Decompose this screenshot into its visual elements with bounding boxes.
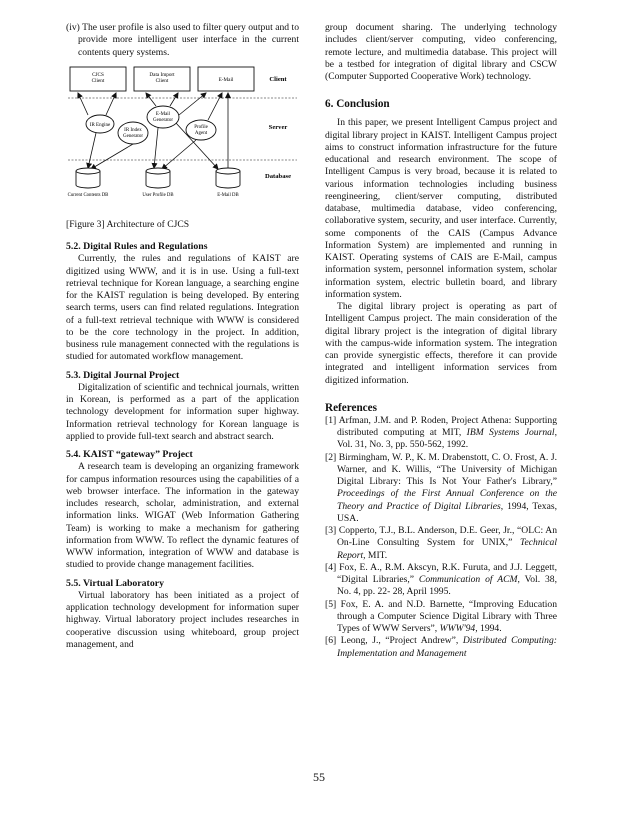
email-db-text: E-Mail DB <box>217 192 239 198</box>
section-5-4-body: A research team is developing an organizing framework for campus information resources using the capabilities of a web browser interface. The information in the gateway includes research, scholar, administration, and external information links. WIGAT (Web Information Gathering Team) is working to make a mechanism for gathering information from WWW. To reflect the dynamic features of WWW information, integration of WWW and database is studied to provide change management facilities. <box>66 461 299 571</box>
reference-5: [5] Fox, E. A. and N.D. Barnette, “Improving Education through a Computer Science Digital Library with Three Types of WWW Servers”, WWW'94, 1994. <box>325 598 557 634</box>
reference-1: [1] Arfman, J.M. and P. Roden, Project Athena: Supporting distributed computing at MIT, IBM Systems Journal, Vol. 31, No. 3, pp. 550-562, 1992. <box>325 414 557 451</box>
email-generator-text: E-Mail Generator <box>153 111 173 123</box>
references-title: References <box>325 401 377 414</box>
server-label: Server <box>268 123 288 131</box>
left-column <box>66 22 299 651</box>
current-contents-db-icon <box>76 168 100 188</box>
cjcs-client-text: CJCS Client <box>91 71 105 84</box>
reference-4: [4] Fox, E. A., R.M. Akscyn, R.K. Furuta, and J.J. Leggett, “Digital Libraries,” Communication of ACM, Vol. 38, No. 4, pp. 22- 28, April 1995. <box>325 561 557 598</box>
reference-2: [2] Birmingham, W. P., K. M. Drabenstott, C. O. Frost, A. J. Warner, and K. Willis, “The University of Michigan Digital Library: This Is Not Your Father's Library,” Proceedings of the First Annual Conference on the Theory and Practice of Digital Libraries, 1994, Texas, USA. <box>325 451 557 524</box>
user-profile-db-text: User Profile DB <box>142 192 174 198</box>
continued-paragraph: group document sharing. The underlying technology includes client/server computing, video conferencing, remote lecture, and multimedia database. This project will be a testbed for integration of digital library and CSCW (Computer Supported Cooperative Work) technology. <box>325 22 557 82</box>
reference-3: [3] Copperto, T.J., B.L. Anderson, D.E. Geer, Jr., “OLC: An On-Line Consulting System for UNIX,” Technical Report, MIT. <box>325 525 557 561</box>
section-6-title: 6. Conclusion <box>325 98 390 111</box>
section-5-5-body: Virtual laboratory has been initiated as a project of application technology development for information super highway. Virtual laboratory project includes researches in cooperative discussion using whiteboard, group project management, and <box>66 589 299 650</box>
section-5-2-body: Currently, the rules and regulations of KAIST are digitized using WWW, and it is in use. Using a full-text retrieval technique for Korean language, a searching engine for the KAIST regulation is being developed. By entering search terms, users can find related regulations. Integration of a full-text retrieval technique with WWW is considered to be the core technology in the project. In addition, business rule management connected with the regulations is studied for automated workflow management. <box>66 253 299 363</box>
email-db-icon <box>216 168 240 188</box>
user-profile-db-icon <box>146 168 170 188</box>
intro-item: (iv) The user profile is also used to filter query output and to provide more intelligent user interface in the current contents query systems. <box>66 22 299 58</box>
section-5-4-title: 5.4. KAIST “gateway” Project <box>66 449 193 460</box>
conclusion-paragraph-2: The digital library project is operating as part of Intelligent Campus project. The main consideration of the digital library project is the integration of digital library with the campus-wide information system. The integration can provide synergistic effects, therefore it can provide integrated and intelligent information services from digitized information. <box>325 301 557 386</box>
ir-index-generator-text: IR Index Generator <box>123 127 143 139</box>
figure-caption: [Figure 3] Architecture of CJCS <box>66 218 190 230</box>
email-client-text: E-Mail <box>218 76 234 83</box>
architecture-figure <box>66 65 299 215</box>
data-import-client-text: Data Import Client <box>149 71 175 84</box>
ir-engine-text: IR Engine <box>89 122 111 128</box>
current-contents-db-text: Current Contents DB <box>67 192 109 198</box>
section-5-2-title: 5.2. Digital Rules and Regulations <box>66 241 208 252</box>
client-label: Client <box>269 75 287 83</box>
profile-agent-node <box>186 120 216 140</box>
section-5-3-body: Digitalization of scientific and technical journals, written in Korean, is performed as a part of the application technology development for information super highway. Information retrieval technology for Korean language is applied to provide full-text search and abstract search. <box>66 381 299 442</box>
section-5-3-title: 5.3. Digital Journal Project <box>66 369 180 381</box>
profile-agent-text: Profile Agent <box>194 124 208 136</box>
reference-6: [6] Leong, J., “Project Andrew”, Distributed Computing: Implementation and Management <box>325 635 557 659</box>
ir-index-generator-node <box>118 122 148 144</box>
section-5-5-title: 5.5. Virtual Laboratory <box>66 577 164 589</box>
page-number: 55 <box>313 770 325 784</box>
conclusion-paragraph-1: In this paper, we present Intelligent Campus project and digital library project in KAIST. Intelligent Campus project aims to construct information infrastructure for the future educational and research environment. The scope of Intelligent Campus is very broad, because it is related to various information technologies including business reengineering, client/server computing, distributed database, multimedia database, video conferencing, collaborative system, security, and user interface. Currently, some components of the CAIS (Campus Advance Information System) are implemented and running in KAIST. Operating systems of CAIS are E-Mail, campus information system, personnel information system, scholar information system, electric bulletin board, and library information system. <box>325 117 557 300</box>
email-generator-node <box>147 106 179 128</box>
database-label: Database <box>264 172 292 180</box>
architecture-diagram <box>66 65 299 215</box>
right-column <box>325 22 557 660</box>
